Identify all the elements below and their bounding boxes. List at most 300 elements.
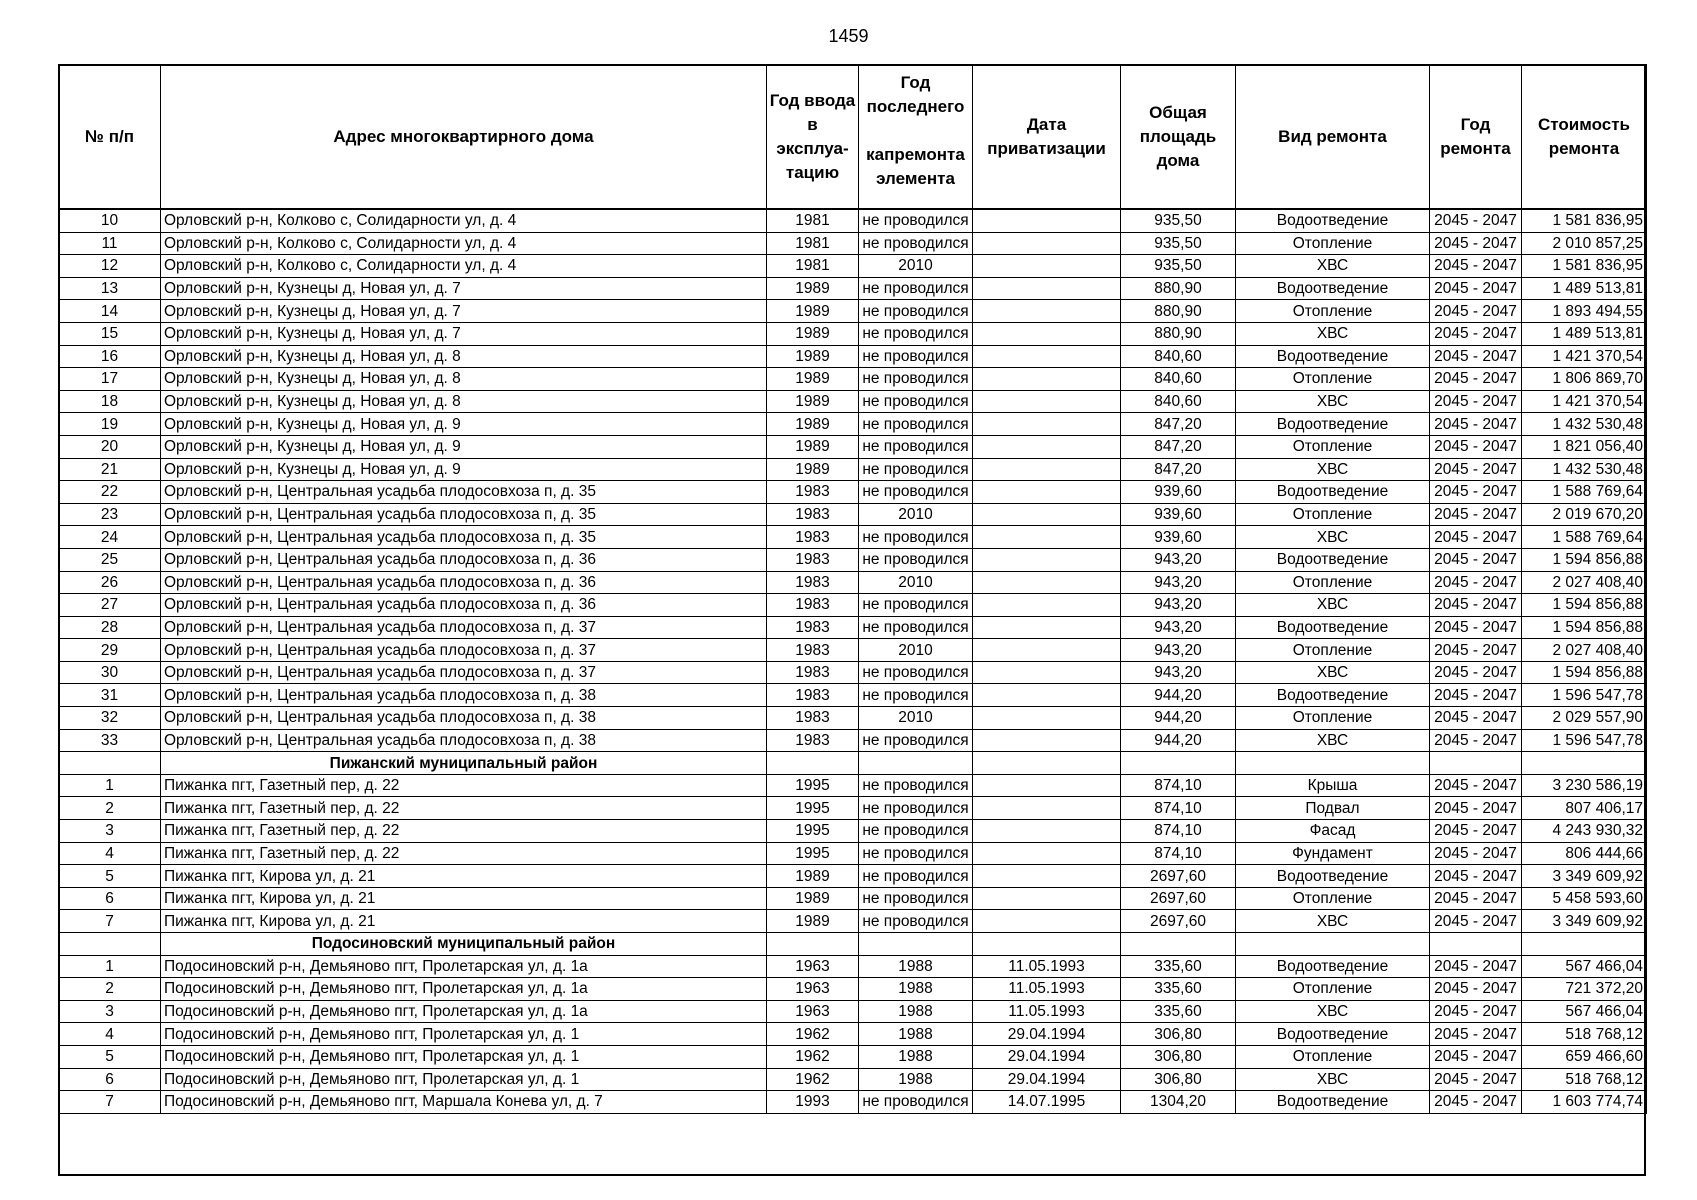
table-row xyxy=(59,797,1647,820)
cell-num: 17 xyxy=(59,368,161,391)
cell-num: 10 xyxy=(59,209,161,232)
cell-cost: 1 581 836,95 xyxy=(1522,209,1647,232)
cell-num: 4 xyxy=(59,842,161,865)
cell-repair-year: 2045 - 2047 xyxy=(1430,910,1522,933)
header-last-repair-line1: Год последнего xyxy=(866,73,965,116)
cell-repair-type: Водоотведение xyxy=(1236,277,1430,300)
cell-repair-year: 2045 - 2047 xyxy=(1430,842,1522,865)
cell-area: 943,20 xyxy=(1121,661,1236,684)
cell-address: Орловский р-н, Центральная усадьба плодосовхоза п, д. 37 xyxy=(161,639,767,662)
cell-cost: 1 603 774,74 xyxy=(1522,1091,1647,1114)
cell-num: 25 xyxy=(59,548,161,571)
page-number: 1459 xyxy=(828,26,869,46)
cell-repair-type: Крыша xyxy=(1236,774,1430,797)
cell-privatization: 29.04.1994 xyxy=(973,1023,1121,1046)
cell-repair-type: Отопление xyxy=(1236,571,1430,594)
table-row xyxy=(59,955,1647,978)
cell-num: 3 xyxy=(59,1000,161,1023)
table-row xyxy=(59,684,1647,707)
cell-area: 943,20 xyxy=(1121,639,1236,662)
cell-privatization xyxy=(973,910,1121,933)
table-row xyxy=(59,209,1647,232)
cell-address: Орловский р-н, Кузнецы д, Новая ул, д. 7 xyxy=(161,277,767,300)
cell-year-built: 1983 xyxy=(767,481,859,504)
cell-last-repair: не проводился xyxy=(859,458,973,481)
cell-last-repair: не проводился xyxy=(859,526,973,549)
cell-year-built: 1983 xyxy=(767,548,859,571)
cell-repair-type: Водоотведение xyxy=(1236,209,1430,232)
cell-area: 840,60 xyxy=(1121,345,1236,368)
cell-year-built: 1962 xyxy=(767,1045,859,1068)
table-row xyxy=(59,277,1647,300)
cell-year-built: 1983 xyxy=(767,729,859,752)
section-empty-cell xyxy=(1236,933,1430,956)
cell-repair-type: ХВС xyxy=(1236,594,1430,617)
cell-cost: 1 893 494,55 xyxy=(1522,300,1647,323)
cell-last-repair: 2010 xyxy=(859,707,973,730)
section-header-row xyxy=(59,752,1647,775)
cell-num: 1 xyxy=(59,955,161,978)
cell-cost: 1 489 513,81 xyxy=(1522,322,1647,345)
cell-num: 26 xyxy=(59,571,161,594)
cell-area: 944,20 xyxy=(1121,707,1236,730)
section-empty-cell xyxy=(1236,752,1430,775)
cell-address: Орловский р-н, Кузнецы д, Новая ул, д. 9 xyxy=(161,435,767,458)
cell-cost: 2 010 857,25 xyxy=(1522,232,1647,255)
cell-repair-year: 2045 - 2047 xyxy=(1430,390,1522,413)
cell-repair-type: Фасад xyxy=(1236,820,1430,843)
section-empty-cell xyxy=(59,933,161,956)
cell-privatization xyxy=(973,639,1121,662)
header-address: Адрес многоквартирного дома xyxy=(161,65,767,210)
cell-address: Орловский р-н, Центральная усадьба плодосовхоза п, д. 35 xyxy=(161,503,767,526)
table-row xyxy=(59,300,1647,323)
cell-cost: 1 821 056,40 xyxy=(1522,435,1647,458)
cell-address: Пижанка пгт, Кирова ул, д. 21 xyxy=(161,887,767,910)
cell-last-repair: не проводился xyxy=(859,277,973,300)
table-row xyxy=(59,255,1647,278)
cell-repair-type: Отопление xyxy=(1236,639,1430,662)
cell-privatization: 29.04.1994 xyxy=(973,1068,1121,1091)
cell-num: 5 xyxy=(59,1045,161,1068)
cell-year-built: 1989 xyxy=(767,865,859,888)
cell-privatization xyxy=(973,232,1121,255)
cell-area: 2697,60 xyxy=(1121,887,1236,910)
cell-privatization xyxy=(973,413,1121,436)
cell-area: 944,20 xyxy=(1121,684,1236,707)
table-row xyxy=(59,1045,1647,1068)
section-empty-cell xyxy=(1522,933,1647,956)
cell-repair-type: Водоотведение xyxy=(1236,616,1430,639)
cell-cost: 3 349 609,92 xyxy=(1522,865,1647,888)
cell-repair-year: 2045 - 2047 xyxy=(1430,616,1522,639)
table-body xyxy=(59,209,1647,1113)
cell-cost: 1 594 856,88 xyxy=(1522,594,1647,617)
header-privatization: Дата приватизации xyxy=(973,65,1121,210)
cell-last-repair: 1988 xyxy=(859,1045,973,1068)
cell-address: Пижанка пгт, Газетный пер, д. 22 xyxy=(161,820,767,843)
cell-num: 1 xyxy=(59,774,161,797)
cell-num: 30 xyxy=(59,661,161,684)
cell-repair-year: 2045 - 2047 xyxy=(1430,729,1522,752)
cell-repair-type: Водоотведение xyxy=(1236,481,1430,504)
cell-num: 24 xyxy=(59,526,161,549)
table-row xyxy=(59,458,1647,481)
cell-last-repair: не проводился xyxy=(859,729,973,752)
cell-repair-year: 2045 - 2047 xyxy=(1430,661,1522,684)
cell-last-repair: не проводился xyxy=(859,774,973,797)
cell-repair-year: 2045 - 2047 xyxy=(1430,797,1522,820)
cell-year-built: 1983 xyxy=(767,526,859,549)
cell-repair-type: Отопление xyxy=(1236,503,1430,526)
cell-year-built: 1993 xyxy=(767,1091,859,1114)
cell-repair-type: Водоотведение xyxy=(1236,684,1430,707)
cell-privatization xyxy=(973,594,1121,617)
cell-year-built: 1983 xyxy=(767,684,859,707)
cell-year-built: 1989 xyxy=(767,277,859,300)
cell-area: 2697,60 xyxy=(1121,910,1236,933)
cell-privatization: 29.04.1994 xyxy=(973,1045,1121,1068)
cell-address: Орловский р-н, Кузнецы д, Новая ул, д. 9 xyxy=(161,458,767,481)
cell-last-repair: 2010 xyxy=(859,639,973,662)
cell-year-built: 1995 xyxy=(767,820,859,843)
cell-address: Орловский р-н, Кузнецы д, Новая ул, д. 8 xyxy=(161,390,767,413)
cell-last-repair: не проводился xyxy=(859,322,973,345)
cell-repair-type: Водоотведение xyxy=(1236,548,1430,571)
cell-year-built: 1983 xyxy=(767,594,859,617)
cell-repair-type: ХВС xyxy=(1236,1000,1430,1023)
cell-repair-type: Водоотведение xyxy=(1236,955,1430,978)
cell-last-repair: 1988 xyxy=(859,1000,973,1023)
cell-address: Пижанка пгт, Кирова ул, д. 21 xyxy=(161,865,767,888)
cell-last-repair: не проводился xyxy=(859,481,973,504)
table-row xyxy=(59,1091,1647,1114)
cell-privatization xyxy=(973,277,1121,300)
cell-cost: 4 243 930,32 xyxy=(1522,820,1647,843)
cell-area: 335,60 xyxy=(1121,978,1236,1001)
table-row xyxy=(59,548,1647,571)
cell-num: 2 xyxy=(59,978,161,1001)
cell-address: Подосиновский р-н, Демьяново пгт, Пролетарская ул, д. 1 xyxy=(161,1023,767,1046)
cell-repair-year: 2045 - 2047 xyxy=(1430,503,1522,526)
table-row xyxy=(59,1000,1647,1023)
table-row xyxy=(59,413,1647,436)
cell-area: 935,50 xyxy=(1121,255,1236,278)
cell-year-built: 1989 xyxy=(767,390,859,413)
cell-repair-year: 2045 - 2047 xyxy=(1430,322,1522,345)
cell-num: 20 xyxy=(59,435,161,458)
cell-last-repair: не проводился xyxy=(859,209,973,232)
cell-address: Подосиновский р-н, Демьяново пгт, Пролетарская ул, д. 1 xyxy=(161,1068,767,1091)
cell-privatization: 11.05.1993 xyxy=(973,1000,1121,1023)
cell-privatization xyxy=(973,481,1121,504)
cell-cost: 1 594 856,88 xyxy=(1522,548,1647,571)
table-row xyxy=(59,661,1647,684)
cell-cost: 2 029 557,90 xyxy=(1522,707,1647,730)
cell-num: 21 xyxy=(59,458,161,481)
table-row xyxy=(59,639,1647,662)
cell-last-repair: не проводился xyxy=(859,300,973,323)
cell-address: Орловский р-н, Кузнецы д, Новая ул, д. 9 xyxy=(161,413,767,436)
cell-address: Орловский р-н, Центральная усадьба плодосовхоза п, д. 37 xyxy=(161,661,767,684)
cell-cost: 3 349 609,92 xyxy=(1522,910,1647,933)
cell-last-repair: не проводился xyxy=(859,865,973,888)
cell-num: 3 xyxy=(59,820,161,843)
cell-privatization xyxy=(973,526,1121,549)
cell-area: 840,60 xyxy=(1121,368,1236,391)
cell-repair-type: Водоотведение xyxy=(1236,413,1430,436)
cell-address: Орловский р-н, Центральная усадьба плодосовхоза п, д. 36 xyxy=(161,594,767,617)
cell-year-built: 1963 xyxy=(767,955,859,978)
cell-year-built: 1983 xyxy=(767,571,859,594)
cell-last-repair: не проводился xyxy=(859,548,973,571)
header-year-built: Год ввода в эксплуа-тацию xyxy=(767,65,859,210)
cell-privatization: 14.07.1995 xyxy=(973,1091,1121,1114)
cell-repair-year: 2045 - 2047 xyxy=(1430,820,1522,843)
table-row xyxy=(59,1023,1647,1046)
cell-area: 847,20 xyxy=(1121,413,1236,436)
section-empty-cell xyxy=(1121,933,1236,956)
cell-last-repair: 2010 xyxy=(859,503,973,526)
table-row xyxy=(59,707,1647,730)
cell-num: 2 xyxy=(59,797,161,820)
cell-year-built: 1989 xyxy=(767,413,859,436)
cell-last-repair: не проводился xyxy=(859,842,973,865)
cell-last-repair: 1988 xyxy=(859,978,973,1001)
cell-cost: 567 466,04 xyxy=(1522,1000,1647,1023)
cell-repair-type: ХВС xyxy=(1236,526,1430,549)
cell-last-repair: не проводился xyxy=(859,820,973,843)
cell-address: Орловский р-н, Центральная усадьба плодосовхоза п, д. 37 xyxy=(161,616,767,639)
cell-num: 32 xyxy=(59,707,161,730)
cell-repair-type: Водоотведение xyxy=(1236,345,1430,368)
cell-repair-year: 2045 - 2047 xyxy=(1430,1068,1522,1091)
cell-repair-type: Отопление xyxy=(1236,300,1430,323)
cell-privatization xyxy=(973,616,1121,639)
cell-last-repair: не проводился xyxy=(859,345,973,368)
cell-area: 1304,20 xyxy=(1121,1091,1236,1114)
cell-repair-year: 2045 - 2047 xyxy=(1430,639,1522,662)
section-title: Пижанский муниципальный район xyxy=(161,752,767,775)
cell-repair-year: 2045 - 2047 xyxy=(1430,1045,1522,1068)
table-row xyxy=(59,820,1647,843)
cell-repair-year: 2045 - 2047 xyxy=(1430,887,1522,910)
cell-year-built: 1989 xyxy=(767,435,859,458)
cell-num: 28 xyxy=(59,616,161,639)
cell-repair-type: ХВС xyxy=(1236,661,1430,684)
table-row xyxy=(59,594,1647,617)
section-empty-cell xyxy=(1522,752,1647,775)
cell-address: Орловский р-н, Колково с, Солидарности ул, д. 4 xyxy=(161,209,767,232)
cell-repair-type: Подвал xyxy=(1236,797,1430,820)
cell-repair-type: ХВС xyxy=(1236,255,1430,278)
cell-year-built: 1989 xyxy=(767,887,859,910)
cell-repair-year: 2045 - 2047 xyxy=(1430,481,1522,504)
cell-repair-year: 2045 - 2047 xyxy=(1430,774,1522,797)
cell-cost: 518 768,12 xyxy=(1522,1023,1647,1046)
cell-area: 880,90 xyxy=(1121,300,1236,323)
cell-address: Орловский р-н, Центральная усадьба плодосовхоза п, д. 35 xyxy=(161,526,767,549)
cell-last-repair: 1988 xyxy=(859,955,973,978)
table-row xyxy=(59,232,1647,255)
cell-last-repair: не проводился xyxy=(859,1091,973,1114)
table-row xyxy=(59,865,1647,888)
cell-num: 22 xyxy=(59,481,161,504)
cell-privatization xyxy=(973,774,1121,797)
cell-num: 18 xyxy=(59,390,161,413)
cell-num: 19 xyxy=(59,413,161,436)
table-header xyxy=(59,65,1647,210)
cell-privatization: 11.05.1993 xyxy=(973,978,1121,1001)
table-row xyxy=(59,481,1647,504)
cell-address: Орловский р-н, Кузнецы д, Новая ул, д. 8 xyxy=(161,368,767,391)
cell-num: 12 xyxy=(59,255,161,278)
section-empty-cell xyxy=(767,933,859,956)
cell-year-built: 1995 xyxy=(767,797,859,820)
cell-address: Орловский р-н, Центральная усадьба плодосовхоза п, д. 36 xyxy=(161,548,767,571)
section-empty-cell xyxy=(767,752,859,775)
cell-last-repair: не проводился xyxy=(859,368,973,391)
cell-repair-year: 2045 - 2047 xyxy=(1430,1091,1522,1114)
cell-area: 880,90 xyxy=(1121,322,1236,345)
table-row xyxy=(59,616,1647,639)
cell-privatization xyxy=(973,661,1121,684)
cell-cost: 1 489 513,81 xyxy=(1522,277,1647,300)
cell-privatization xyxy=(973,865,1121,888)
cell-repair-type: ХВС xyxy=(1236,458,1430,481)
cell-address: Подосиновский р-н, Демьяново пгт, Пролетарская ул, д. 1а xyxy=(161,1000,767,1023)
section-empty-cell xyxy=(1121,752,1236,775)
cell-num: 29 xyxy=(59,639,161,662)
cell-privatization xyxy=(973,548,1121,571)
cell-repair-year: 2045 - 2047 xyxy=(1430,865,1522,888)
cell-last-repair: не проводился xyxy=(859,232,973,255)
cell-cost: 721 372,20 xyxy=(1522,978,1647,1001)
header-repair-type: Вид ремонта xyxy=(1236,65,1430,210)
cell-year-built: 1989 xyxy=(767,368,859,391)
cell-repair-type: Отопление xyxy=(1236,887,1430,910)
cell-year-built: 1981 xyxy=(767,232,859,255)
cell-privatization xyxy=(973,887,1121,910)
header-last-repair-line2: капремонта элемента xyxy=(866,145,965,188)
cell-privatization xyxy=(973,797,1121,820)
cell-area: 335,60 xyxy=(1121,1000,1236,1023)
cell-privatization xyxy=(973,255,1121,278)
cell-address: Орловский р-н, Кузнецы д, Новая ул, д. 8 xyxy=(161,345,767,368)
table-row xyxy=(59,345,1647,368)
cell-address: Орловский р-н, Кузнецы д, Новая ул, д. 7 xyxy=(161,300,767,323)
cell-area: 939,60 xyxy=(1121,481,1236,504)
cell-area: 943,20 xyxy=(1121,616,1236,639)
cell-area: 935,50 xyxy=(1121,209,1236,232)
cell-repair-year: 2045 - 2047 xyxy=(1430,1023,1522,1046)
cell-repair-type: ХВС xyxy=(1236,322,1430,345)
cell-year-built: 1963 xyxy=(767,978,859,1001)
cell-repair-year: 2045 - 2047 xyxy=(1430,978,1522,1001)
cell-cost: 1 596 547,78 xyxy=(1522,729,1647,752)
header-num: № п/п xyxy=(59,65,161,210)
cell-year-built: 1989 xyxy=(767,910,859,933)
cell-num: 15 xyxy=(59,322,161,345)
cell-repair-year: 2045 - 2047 xyxy=(1430,300,1522,323)
cell-cost: 807 406,17 xyxy=(1522,797,1647,820)
cell-num: 5 xyxy=(59,865,161,888)
table-row xyxy=(59,887,1647,910)
cell-year-built: 1989 xyxy=(767,345,859,368)
cell-area: 874,10 xyxy=(1121,842,1236,865)
cell-num: 23 xyxy=(59,503,161,526)
cell-year-built: 1981 xyxy=(767,255,859,278)
cell-last-repair: не проводился xyxy=(859,684,973,707)
section-empty-cell xyxy=(59,752,161,775)
cell-privatization xyxy=(973,729,1121,752)
cell-repair-type: ХВС xyxy=(1236,390,1430,413)
section-header-row xyxy=(59,933,1647,956)
cell-repair-type: ХВС xyxy=(1236,910,1430,933)
cell-cost: 3 230 586,19 xyxy=(1522,774,1647,797)
cell-address: Подосиновский р-н, Демьяново пгт, Пролетарская ул, д. 1а xyxy=(161,978,767,1001)
cell-num: 14 xyxy=(59,300,161,323)
header-cost: Стоимость ремонта xyxy=(1522,65,1647,210)
cell-address: Орловский р-н, Центральная усадьба плодосовхоза п, д. 38 xyxy=(161,707,767,730)
cell-repair-year: 2045 - 2047 xyxy=(1430,594,1522,617)
cell-repair-year: 2045 - 2047 xyxy=(1430,277,1522,300)
cell-cost: 1 588 769,64 xyxy=(1522,526,1647,549)
cell-repair-type: ХВС xyxy=(1236,1068,1430,1091)
cell-address: Подосиновский р-н, Демьяново пгт, Маршала Конева ул, д. 7 xyxy=(161,1091,767,1114)
cell-repair-type: Отопление xyxy=(1236,368,1430,391)
cell-area: 943,20 xyxy=(1121,571,1236,594)
cell-repair-type: Отопление xyxy=(1236,707,1430,730)
cell-repair-type: Отопление xyxy=(1236,1045,1430,1068)
cell-year-built: 1989 xyxy=(767,300,859,323)
cell-last-repair: 2010 xyxy=(859,255,973,278)
cell-last-repair: не проводился xyxy=(859,910,973,933)
cell-area: 874,10 xyxy=(1121,820,1236,843)
cell-repair-year: 2045 - 2047 xyxy=(1430,435,1522,458)
cell-num: 16 xyxy=(59,345,161,368)
cell-num: 33 xyxy=(59,729,161,752)
cell-privatization xyxy=(973,435,1121,458)
cell-privatization xyxy=(973,503,1121,526)
cell-cost: 518 768,12 xyxy=(1522,1068,1647,1091)
section-empty-cell xyxy=(859,752,973,775)
cell-last-repair: не проводился xyxy=(859,616,973,639)
cell-num: 4 xyxy=(59,1023,161,1046)
cell-year-built: 1962 xyxy=(767,1023,859,1046)
cell-privatization xyxy=(973,209,1121,232)
cell-privatization xyxy=(973,458,1121,481)
cell-year-built: 1983 xyxy=(767,503,859,526)
cell-repair-year: 2045 - 2047 xyxy=(1430,548,1522,571)
table-row xyxy=(59,571,1647,594)
table-row xyxy=(59,435,1647,458)
cell-year-built: 1963 xyxy=(767,1000,859,1023)
cell-privatization xyxy=(973,368,1121,391)
cell-repair-type: Водоотведение xyxy=(1236,865,1430,888)
cell-privatization xyxy=(973,820,1121,843)
cell-area: 335,60 xyxy=(1121,955,1236,978)
cell-area: 847,20 xyxy=(1121,435,1236,458)
cell-year-built: 1989 xyxy=(767,322,859,345)
cell-privatization: 11.05.1993 xyxy=(973,955,1121,978)
cell-year-built: 1983 xyxy=(767,639,859,662)
table-row xyxy=(59,322,1647,345)
section-empty-cell xyxy=(973,933,1121,956)
cell-repair-year: 2045 - 2047 xyxy=(1430,1000,1522,1023)
cell-cost: 1 594 856,88 xyxy=(1522,616,1647,639)
cell-area: 2697,60 xyxy=(1121,865,1236,888)
